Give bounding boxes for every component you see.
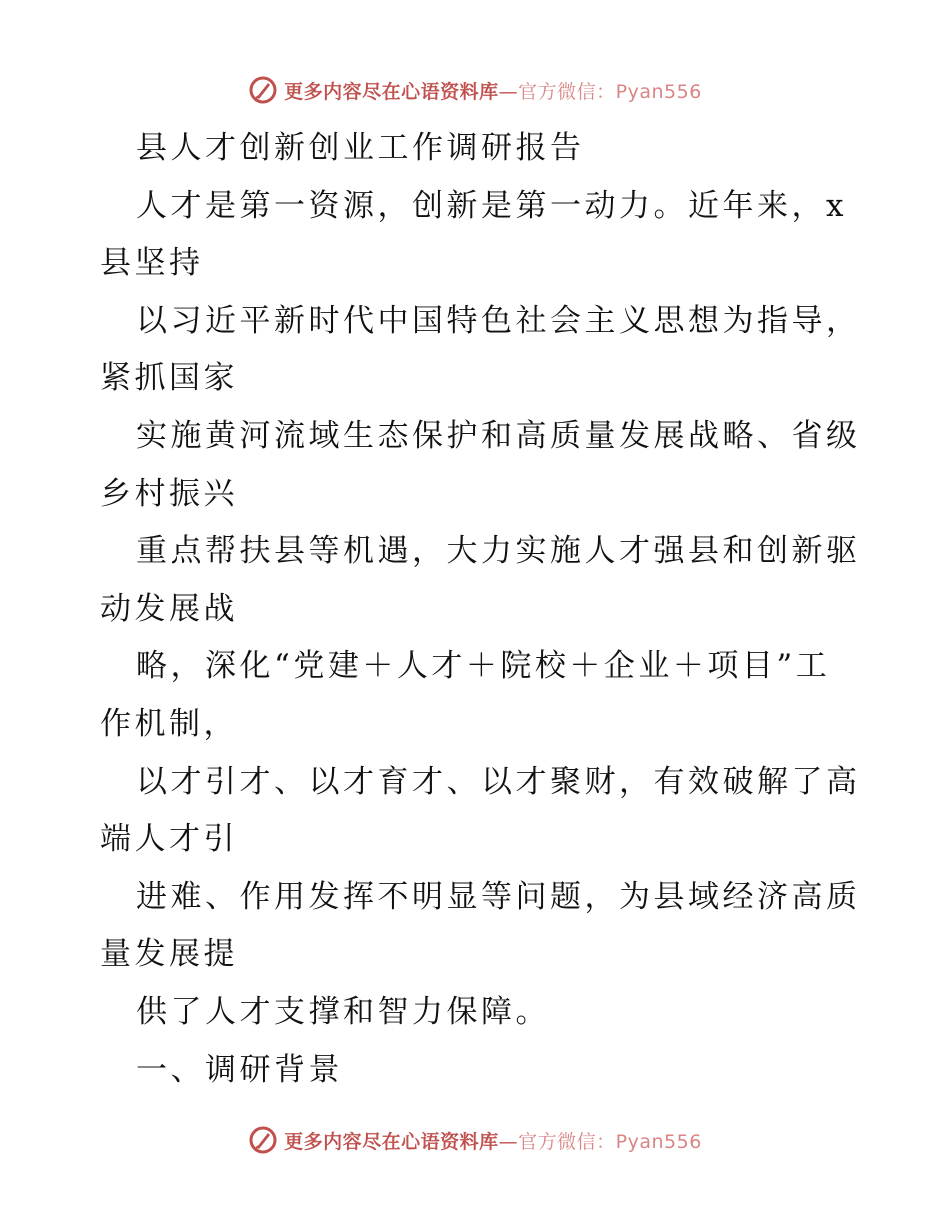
paragraph-line: 以才引才、以才育才、以才聚财，有效破解了高	[136, 763, 861, 800]
watermark-main-text: 更多内容尽在心语资料库	[284, 80, 499, 103]
paragraph-line: 乡村振兴	[100, 475, 238, 512]
footer-watermark	[0, 1120, 950, 1160]
paragraph-line: 供了人才支撑和智力保障。	[136, 993, 550, 1030]
watermark-dash: —	[498, 80, 519, 103]
watermark-main-text: 更多内容尽在心语资料库	[284, 1130, 499, 1153]
paragraph-line: 进难、作用发挥不明显等问题，为县域经济高质	[136, 878, 861, 915]
paragraph-line: 略，深化“党建＋人才＋院校＋企业＋项目”工	[136, 648, 831, 685]
paragraph-line: 端人才引	[100, 821, 238, 858]
header-watermark	[0, 70, 950, 110]
quill-pen-logo-icon	[248, 75, 278, 105]
section-heading: 一、调研背景	[136, 1051, 343, 1088]
watermark-text	[284, 1127, 702, 1154]
watermark-text	[284, 77, 702, 104]
paragraph-line: 人才是第一资源，创新是第一动力。近年来，x	[136, 187, 847, 224]
watermark-dash: —	[498, 1130, 519, 1153]
quill-pen-logo-icon	[248, 1125, 278, 1155]
document-title: 县人才创新创业工作调研报告	[136, 130, 585, 166]
watermark-wechat-text: 官方微信：Pyan556	[518, 80, 702, 103]
paragraph-line: 实施黄河流域生态保护和高质量发展战略、省级	[136, 417, 861, 454]
paragraph-line: 重点帮扶县等机遇，大力实施人才强县和创新驱	[136, 533, 861, 570]
paragraph-line: 以习近平新时代中国特色社会主义思想为指导，	[136, 302, 861, 339]
paragraph-line: 动发展战	[100, 590, 238, 627]
document-body	[100, 120, 860, 1099]
paragraph-line: 作机制，	[100, 705, 238, 742]
paragraph-line: 县坚持	[100, 245, 204, 282]
paragraph-line: 量发展提	[100, 936, 238, 973]
watermark-wechat-text: 官方微信：Pyan556	[518, 1130, 702, 1153]
paragraph-line: 紧抓国家	[100, 360, 238, 397]
